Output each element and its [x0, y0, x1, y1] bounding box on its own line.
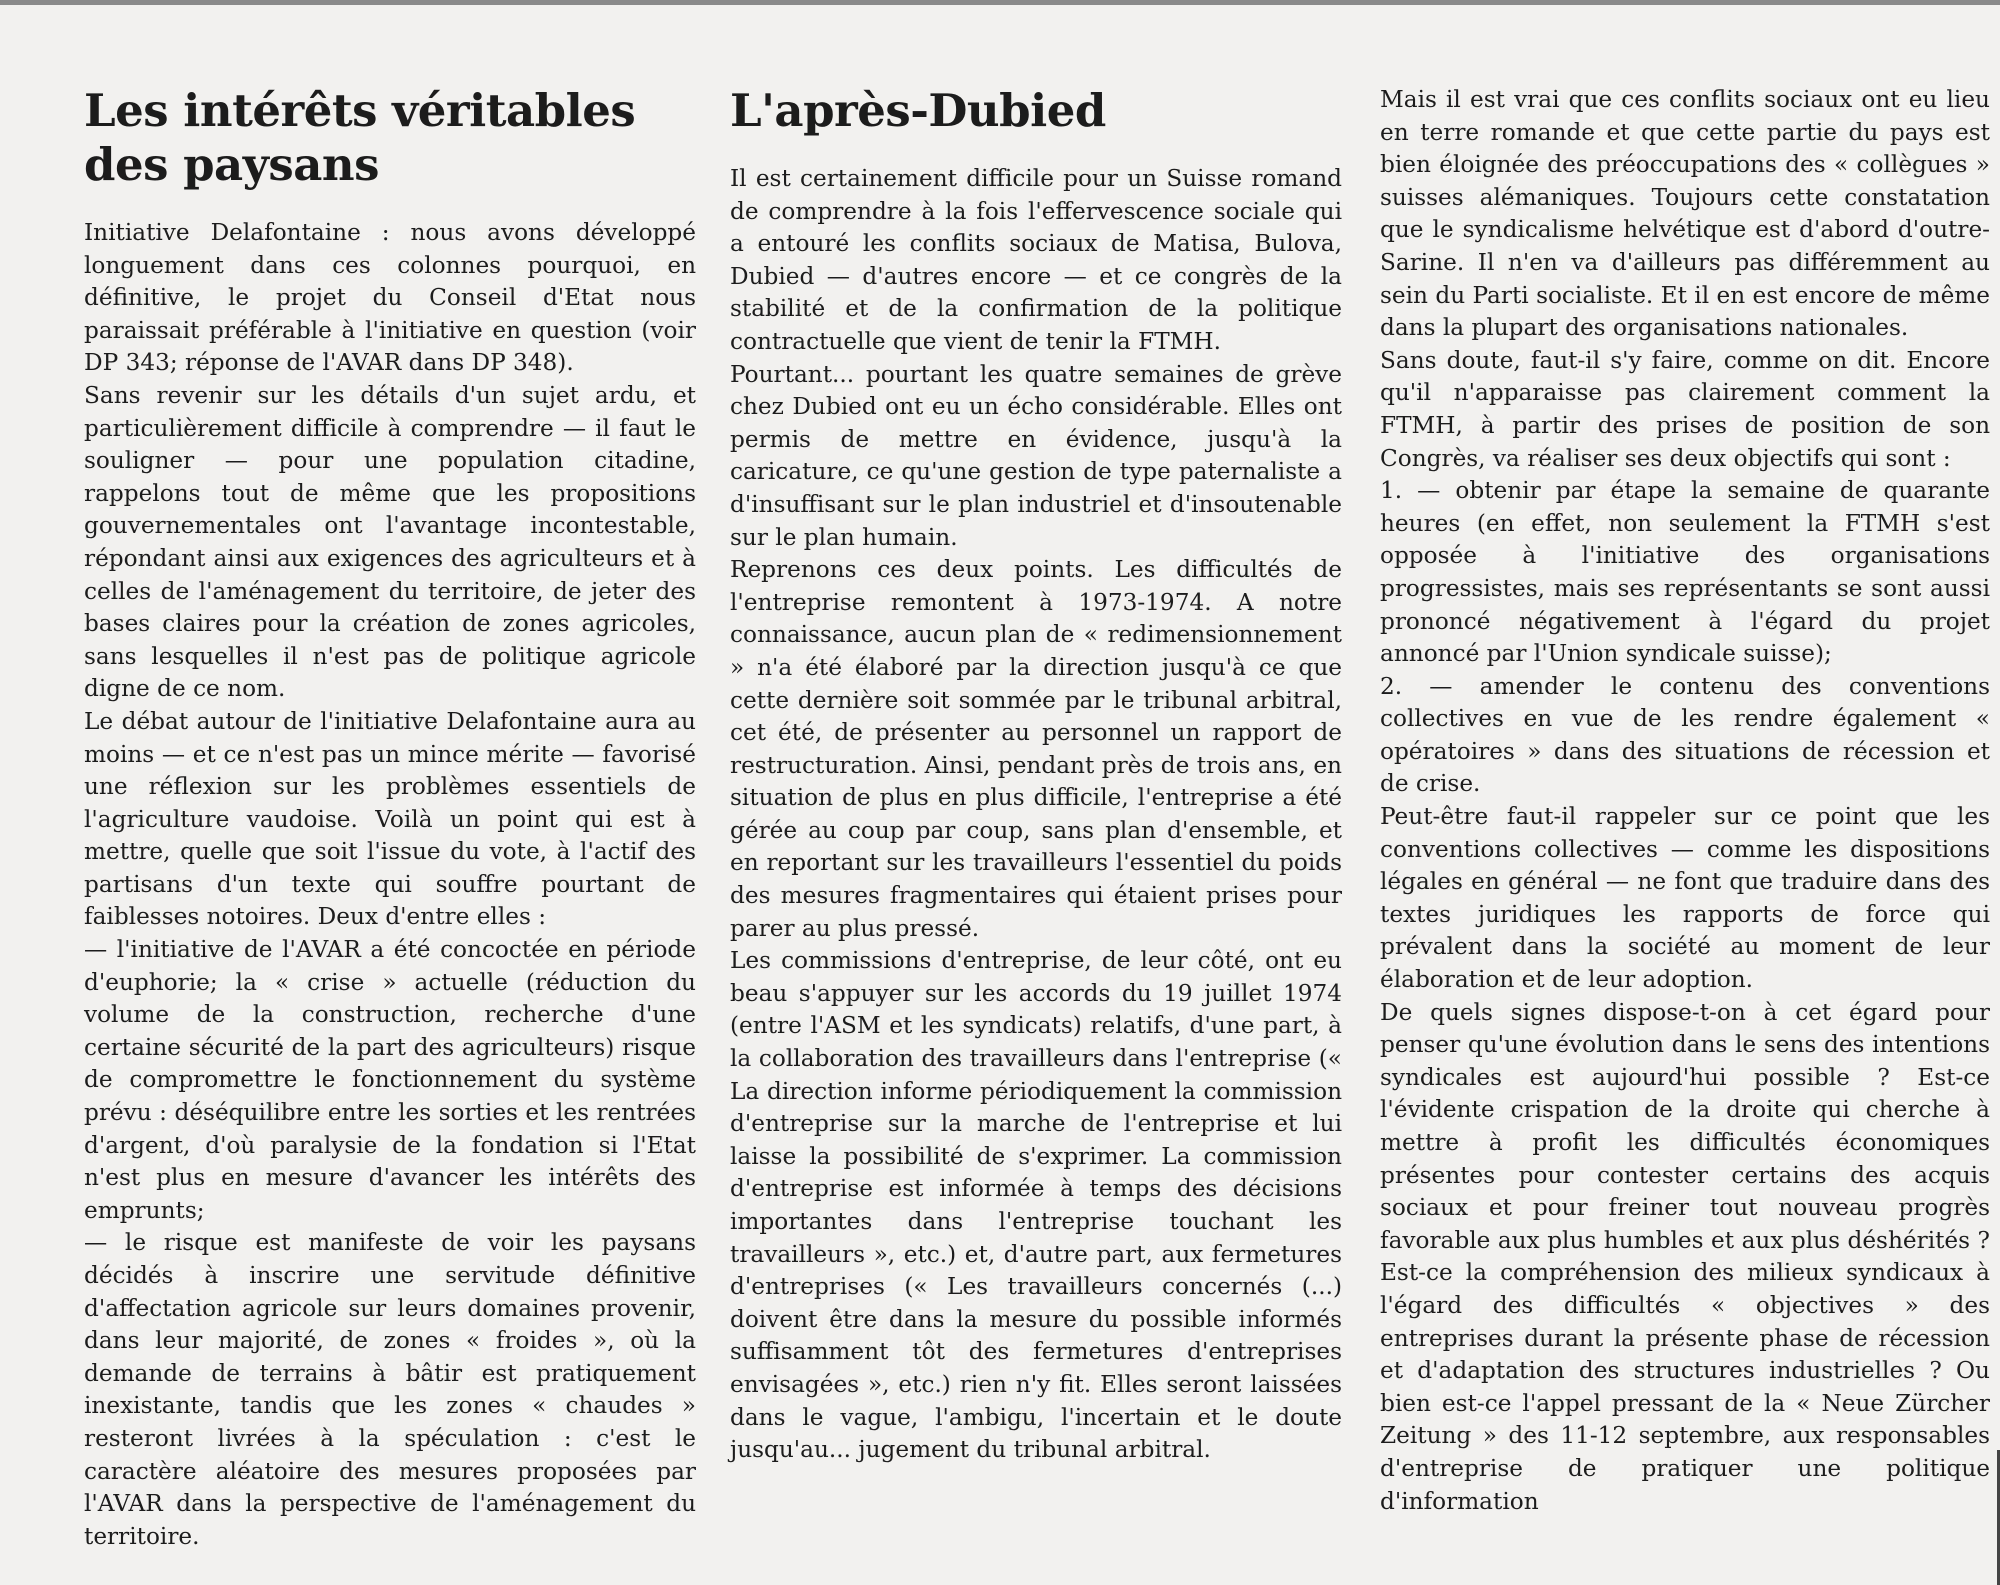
paragraph: Initiative Delafontaine : nous avons développé longuement dans ces colonnes pourquoi, en définitive, le projet du Conseil d'Etat nous paraissait préférable à l'initiative en question (voir DP 343; réponse de l'AVAR dans DP 348).	[84, 219, 696, 377]
article-delafontaine	[84, 84, 696, 1553]
paragraph: Peut-être faut-il rappeler sur ce point que les conventions collectives — comme les dispositions légales en général — ne font que traduire dans des textes juridiques les rapports de force qui prévalent dans la société au moment de leur élaboration et de leur adoption.	[1380, 803, 1990, 994]
paragraph: Il est certainement difficile pour un Suisse romand de comprendre à la fois l'effervescence sociale qui a entouré les conflits sociaux de Matisa, Bulova, Dubied — d'autres encore — et ce congrès de la stabilité et de la confirmation de la politique contractuelle que vient de tenir la FTMH.	[730, 165, 1342, 355]
paragraph: Mais il est vrai que ces conflits sociaux ont eu lieu en terre romande et que cette partie du pays est bien éloignée des préoccupations des « collègues » suisses alémaniques. Toujours cette constatation que le syndicalisme helvétique est d'abord d'outre-Sarine. Il n'en va d'ailleurs pas différemment au sein du Parti socialiste. Et il en est encore de même dans la plupart des organisations nationales.	[1380, 86, 1990, 342]
article-title	[84, 84, 696, 192]
paragraph: Sans revenir sur les détails d'un sujet ardu, et particulièrement difficile à comprendre — il faut le souligner — pour une population citadine, rappelons tout de même que les propositions gouvernementales ont l'avantage incontestable, répondant ainsi aux exigences des agriculteurs et à celles de l'aménagement du territoire, de jeter des bases claires pour la création de zones agricoles, sans lesquelles il n'est pas de politique agricole digne de ce nom.	[84, 381, 696, 703]
paragraph: Pourtant... pourtant les quatre semaines de grève chez Dubied ont eu un écho considérable. Elles ont permis de mettre en évidence, jusqu'à la caricature, ce qu'une gestion de type paternaliste a d'insuffisant sur le plan industriel et d'insoutenable sur le plan humain.	[730, 360, 1342, 551]
title-line: Les intérêts véritables	[84, 84, 636, 137]
paragraph: 1. — obtenir par étape la semaine de quarante heures (en effet, non seulement la FTMH s'est opposée à l'initiative des organisations progressistes, mais ses représentants se sont aussi prononcé négativement à l'égard du projet annoncé par l'Union syndicale suisse);	[1380, 477, 1990, 668]
article-apres-dubied-continued	[1380, 84, 1990, 1518]
paragraph: 2. — amender le contenu des conventions collectives en vue de les rendre également « opératoires » dans des situations de récession et de crise.	[1380, 672, 1990, 798]
paragraph: Sans doute, faut-il s'y faire, comme on dit. Encore qu'il n'apparaisse pas clairement comment la FTMH, à partir des prises de position de son Congrès, va réaliser ses deux objectifs qui sont :	[1380, 346, 1990, 472]
article-title: L'après-Dubied	[730, 84, 1106, 137]
paragraph: Les commissions d'entreprise, de leur côté, ont eu beau s'appuyer sur les accords du 19 juillet 1974 (entre l'ASM et les syndicats) relatifs, d'une part, à la collaboration des travailleurs dans l'entreprise (« La direction informe périodiquement la commission d'entreprise sur la marche de l'entreprise et lui laisse la possibilité de s'exprimer. La commission d'entreprise est informée à temps des décisions importantes dans l'entreprise touchant les travailleurs », etc.) et, d'autre part, aux fermetures d'entreprises (« Les travailleurs concernés (...) doivent être dans la mesure du possible informés suffisamment tôt des fermetures d'entreprises envisagées », etc.) rien n'y fit. Elles seront laissées dans le vague, l'ambigu, l'incertain et le doute jusqu'au... jugement du tribunal arbitral.	[730, 947, 1342, 1464]
article-apres-dubied	[730, 84, 1342, 1467]
paragraph: Reprenons ces deux points. Les difficultés de l'entreprise remontent à 1973-1974. A notre connaissance, aucun plan de « redimensionnement » n'a été élaboré par la direction jusqu'à ce que cette dernière soit sommée par le tribunal arbitral, cet été, de présenter au personnel un rapport de restructuration. Ainsi, pendant près de trois ans, en situation de plus en plus difficile, l'entreprise a été gérée au coup par coup, sans plan d'ensemble, et en reportant sur les travailleurs l'essentiel du poids des mesures fragmentaires qui étaient prises pour parer au plus pressé.	[730, 556, 1342, 942]
paragraph: — l'initiative de l'AVAR a été concoctée en période d'euphorie; la « crise » actuelle (réduction du volume de la construction, recherche d'une certaine sécurité de la part des agriculteurs) risque de compromettre le fonctionnement du système prévu : déséquilibre entre les sorties et les rentrées d'argent, d'où paralysie de la fondation si l'Etat n'est plus en mesure d'avancer les intérêts des emprunts;	[84, 936, 696, 1224]
top-rule	[0, 0, 2000, 5]
paragraph: De quels signes dispose-t-on à cet égard pour penser qu'une évolution dans le sens des intentions syndicales est aujourd'hui possible ? Est-ce l'évidente crispation de la droite qui cherche à mettre à profit les difficultés économiques présentes pour contester certains des acquis sociaux et pour freiner tout nouveau progrès favorable aux plus humbles et aux plus déshérités ? Est-ce la compréhension des milieux syndicaux à l'égard des difficultés « objectives » des entreprises durant la présente phase de récession et d'adaptation des structures industrielles ? Ou bien est-ce l'appel pressant de la « Neue Zürcher Zeitung » des 11-12 septembre, aux responsables d'entreprise de pratiquer une politique d'information	[1380, 998, 1990, 1515]
paragraph: — le risque est manifeste de voir les paysans décidés à inscrire une servitude définitive d'affectation agricole sur leurs domaines provenir, dans leur majorité, de zones « froides », où la demande de terrains à bâtir est pratiquement inexistante, tandis que les zones « chaudes » resteront livrées à la spéculation : c'est le caractère aléatoire des mesures proposées par l'AVAR dans la perspective de l'aménagement du territoire.	[84, 1229, 696, 1550]
paragraph: Le débat autour de l'initiative Delafontaine aura au moins — et ce n'est pas un mince mérite — favorisé une réflexion sur les problèmes essentiels de l'agriculture vaudoise. Voilà un point qui est à mettre, quelle que soit l'issue du vote, à l'actif des partisans d'un texte qui souffre pourtant de faiblesses notoires. Deux d'entre elles :	[84, 707, 696, 931]
title-line: des paysans	[84, 138, 379, 191]
